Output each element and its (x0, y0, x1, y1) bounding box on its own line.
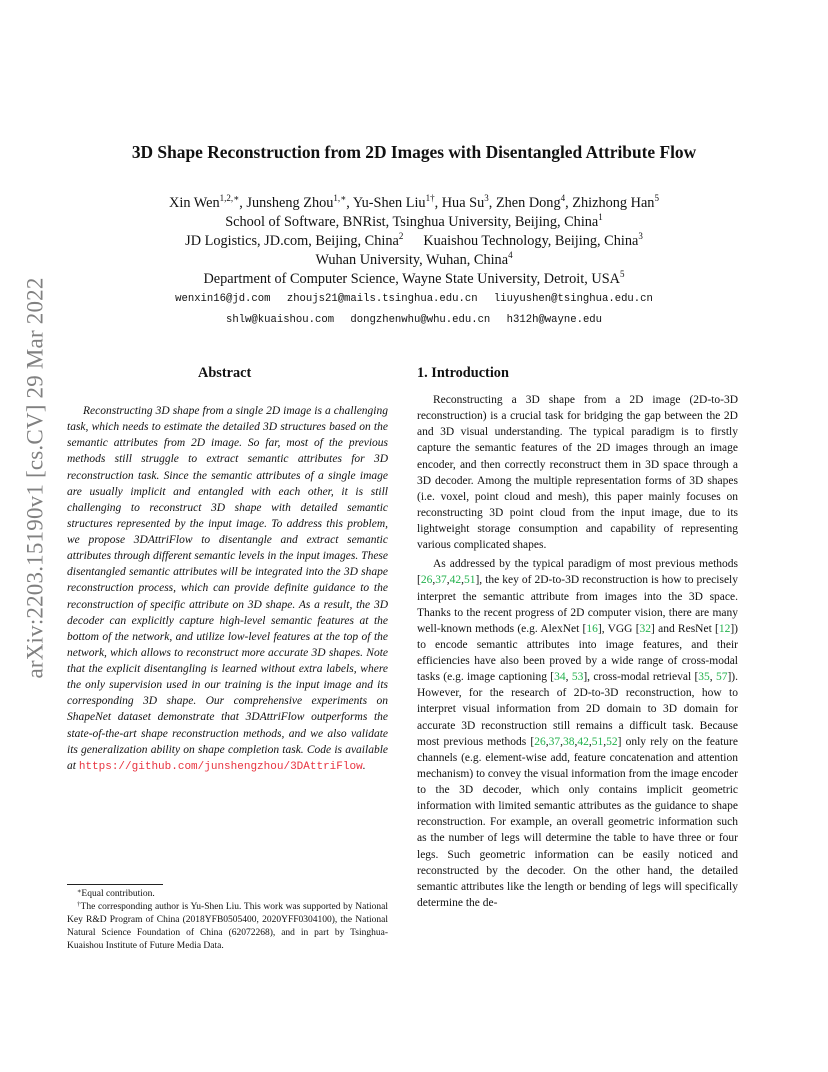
citation-link[interactable]: 34 (554, 671, 566, 684)
email: zhoujs21@mails.tsinghua.edu.cn (286, 293, 478, 305)
introduction-body (417, 392, 738, 911)
citation-link[interactable]: 38 (562, 735, 575, 748)
citation-link[interactable]: 12 (718, 622, 731, 635)
affiliation-1: School of Software, BNRist, Tsinghua University, Beijing, China$^1$ (225, 212, 603, 230)
email: shlw@kuaishou.com (225, 314, 335, 326)
author-name: Zhen Dong (495, 195, 561, 211)
arxiv-id: arXiv:2203.15190v1 [cs.CV] 29 Mar 2022 (23, 277, 49, 679)
citation-link[interactable]: 42 (577, 735, 589, 748)
paper-title: 3D Shape Reconstruction from 2D Images with Disentangled Attribute Flow (131, 142, 697, 162)
email: dongzhenwhu@whu.edu.cn (350, 314, 491, 326)
citation-link[interactable]: 52 (606, 735, 618, 748)
footnote-corresponding-author: †The corresponding author is Yu-Shen Liu. This work was supported by National Key R&D Program of China (2018YFB0505400, 2020YFF0304100), the National Natural Science Foundation of China (62072268), and in part by Tsinghua-Kuaishou Institute of Future Media Data. (67, 901, 389, 951)
intro-paragraph-2: As addressed by the typical paradigm of most previous methods [26,37,42,51], the key of 2D-to-3D reconstruction is how to precisely interpret the semantic attribute from images into the 3D space. Thanks to the recent progress of 2D computer vision, there are many well-known methods (e.g. AlexNet [16], VGG [32] and ResNet [12]) to encode semantic attributes into image features, and their efficiencies have also been proved by a wide range of cross-modal tasks (e.g. image captioning [34, 53], cross-modal retrieval [35, 57]). However, for the research of 2D-to-3D reconstruction, how to interpret visual information from 2D domain to 3D domain for accurate 3D reconstruction still remains a difficult task. Because most previous methods [26,37,38,42,51,52] only rely on the feature channels (e.g. element-wise add, feature concatenation and attention mechanism) to convey the visual information from the image encoder to the 3D decoder, which only contains implicit geometric information with limited semantic attributes as the guidance to shape reconstruction. For example, an overall geometric information such as the number of legs will determine the table to have three or four legs. Such geometric information can be easily noticed and reconstructed by the decoder. On the other hand, the detailed semantic attributes like the length or bending of legs will specifically determine the de- (417, 558, 739, 909)
introduction-heading: 1. Introduction (417, 365, 509, 381)
email-row-2 (0, 314, 828, 326)
citation-link[interactable]: 57 (715, 671, 728, 684)
abstract-body: Reconstructing 3D shape from a single 2D image is a challenging task, which needs to estimate the detailed 3D structures based on the semantic attributes from 2D image. So far, most of the previous methods still struggle to extract semantic attributes for 3D reconstruction task. Since the semantic attributes of a single image are usually implicit and entangled with each other, it is still challenging to reconstruct 3D shape with detailed semantic structures represented by the input image. To address this problem, we propose 3DAttriFlow to disentangle and extract semantic attributes through different semantic levels in the input images. These disentangled semantic attributes will be integrated into the 3D shape reconstruction process, which can provide definite guidance to the reconstruction of specific attribute on 3D shape. As a result, the 3D decoder can explicitly capture high-level semantic features at the bottom of the network, and utilize low-level features at the top of the network, which allows to reconstruct more accurate 3D shapes. Note that the explicit disentangling is learned without extra labels, where the only supervision used in our training is the input image and its corresponding 3D shape. Our comprehensive experiments on ShapeNet dataset demonstrate that 3DAttriFlow outperforms the state-of-the-art shape reconstruction methods, and we also validate its generalization ability on shape completion task. Code is available at https://github.com/junshengzhou/3DAttriFlow. (67, 405, 388, 773)
email: wenxin16@jd.com (175, 293, 271, 305)
author-affiliation-mark: 4 (560, 193, 566, 203)
citation-link[interactable]: 53 (571, 671, 584, 684)
intro-paragraph-1: Reconstructing a 3D shape from a 2D image (2D-to-3D reconstruction) is a crucial task for bridging the gap between the 2D and 3D visual understanding. The typical paradigm is to firstly capture the semantic features of the 2D images through an image encoder, and then correctly reconstruct them in 3D space through a 3D decoder. Among the multiple representation forms of 3D shapes (i.e. voxel, point cloud and mesh), this paper mainly focuses on reconstructing 3D point cloud from the input image, due to its lightweight storage consumption and capability of representing various complicated shapes. (417, 394, 738, 552)
affiliation-5: Department of Computer Science, Wayne State University, Detroit, USA$^5$ (203, 269, 625, 287)
citation-link[interactable]: 51 (591, 735, 604, 748)
citation-link[interactable]: 32 (639, 622, 652, 635)
author-affiliation-mark: 3 (484, 193, 489, 203)
affiliation-2-3: JD Logistics, JD.com, Beijing, China$^2$ Kuaishou Technology, Beijing, China$^3$ (185, 231, 643, 249)
author-name: Hua Su (441, 195, 485, 211)
email-row-1 (0, 293, 828, 305)
author-affiliation-mark: 1† (425, 193, 435, 203)
author-name: Xin Wen (169, 195, 220, 211)
author-name: Yu-Shen Liu (352, 195, 426, 211)
email: liuyushen@tsinghua.edu.cn (493, 293, 653, 305)
citation-link[interactable]: 26 (420, 574, 433, 587)
author-affiliation-mark: 1,∗ (333, 193, 347, 203)
footnotes (67, 888, 388, 953)
footnote-equal-contribution: ∗Equal contribution. (77, 888, 155, 899)
citation-link[interactable]: 26 (534, 735, 546, 748)
author-affiliation-mark: 5 (654, 193, 659, 203)
author-name: Zhizhong Han (572, 195, 655, 211)
abstract-heading: Abstract (198, 365, 252, 381)
author-name: Junsheng Zhou (246, 195, 334, 211)
arxiv-sidebar-stamp (20, 277, 52, 679)
author-list: Xin Wen$^{1,2,∗}$, Junsheng Zhou$^{1,∗}$, Yu-Shen Liu$^{1\dagger}$, Hua Su$^3$, Zhen Dong$^4$, Zhizhong Han$^5$ (169, 193, 659, 211)
citation-link[interactable]: 35 (698, 671, 710, 684)
citation-link[interactable]: 37 (548, 735, 561, 748)
citation-link[interactable]: 51 (463, 574, 476, 587)
citation-link[interactable]: 37 (435, 574, 447, 587)
email: h312h@wayne.edu (506, 314, 603, 326)
citation-link[interactable]: 16 (586, 622, 598, 635)
citation-link[interactable]: 42 (449, 574, 462, 587)
footnote-rule (67, 884, 163, 885)
author-affiliation-mark: 1,2,∗ (219, 193, 240, 203)
affiliation-4: Wuhan University, Wuhan, China$^4$ (315, 250, 513, 268)
code-link[interactable]: https://github.com/junshengzhou/3DAttriFlow (78, 760, 363, 773)
